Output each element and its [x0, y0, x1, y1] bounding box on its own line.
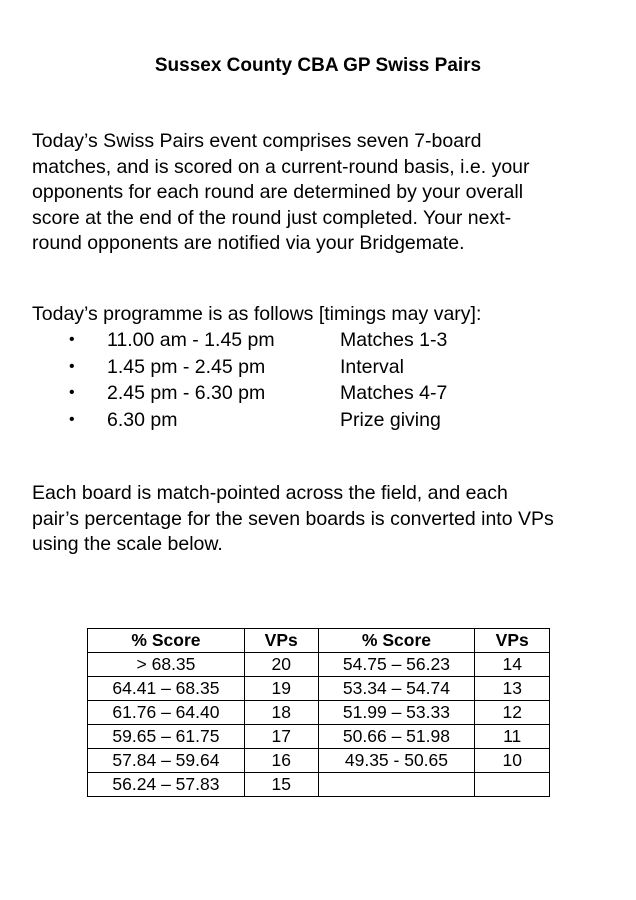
intro-line: Today’s Swiss Pairs event comprises seven 7-board	[32, 130, 482, 152]
table-cell: 64.41 – 68.35	[88, 677, 245, 701]
table-cell: 57.84 – 59.64	[88, 749, 245, 773]
bullet-marker: •	[69, 331, 75, 348]
bullet-marker: •	[69, 410, 75, 428]
table-cell: 53.34 – 54.74	[318, 677, 475, 701]
table-cell: 20	[244, 653, 318, 677]
schedule-item	[0, 327, 636, 354]
programme-heading: Today’s programme is as follows [timings may vary]:	[32, 303, 482, 325]
programme-schedule	[0, 327, 636, 433]
table-cell: 13	[475, 677, 550, 701]
table-header-row	[88, 629, 550, 653]
schedule-time: 11.00 am - 1.45 pm	[107, 329, 275, 351]
table-row	[88, 725, 550, 749]
table-cell: 17	[244, 725, 318, 749]
page-title: Sussex County CBA GP Swiss Pairs	[154, 55, 482, 76]
table-row	[88, 749, 550, 773]
table-cell: 12	[475, 701, 550, 725]
schedule-activity: Matches 4-7	[340, 382, 448, 404]
table-cell: 19	[244, 677, 318, 701]
intro-line: round opponents are notified via your Bridgemate.	[32, 232, 465, 254]
table-cell: 14	[475, 653, 550, 677]
intro-line: matches, and is scored on a current-round basis, i.e. your	[32, 155, 530, 178]
table-cell: 18	[244, 701, 318, 725]
intro-line: score at the end of the round just completed. Your next-	[32, 206, 512, 229]
table-cell: 11	[475, 725, 550, 749]
table-cell: 54.75 – 56.23	[318, 653, 475, 677]
intro-line: opponents for each round are determined by your overall	[32, 181, 524, 203]
scoring-paragraph	[32, 481, 612, 558]
table-cell: > 68.35	[88, 653, 245, 677]
schedule-item	[0, 407, 636, 434]
table-cell: 59.65 – 61.75	[88, 725, 245, 749]
schedule-item	[0, 380, 636, 407]
table-cell	[318, 773, 475, 797]
scoring-line: using the scale below.	[32, 533, 223, 555]
table-cell: 51.99 – 53.33	[318, 701, 475, 725]
header-score-right: % Score	[318, 629, 475, 653]
scoring-line: Each board is match-pointed across the field, and each	[32, 482, 508, 504]
table-row	[88, 653, 550, 677]
table-cell: 16	[244, 749, 318, 773]
scoring-line: pair’s percentage for the seven boards is converted into VPs	[32, 507, 554, 530]
schedule-activity: Matches 1-3	[340, 329, 448, 351]
schedule-time: 6.30 pm	[107, 408, 178, 431]
table-cell: 56.24 – 57.83	[88, 773, 245, 797]
table-cell: 15	[244, 773, 318, 797]
vp-scale-table	[87, 628, 550, 797]
intro-paragraph	[32, 129, 604, 257]
table-cell: 61.76 – 64.40	[88, 701, 245, 725]
schedule-item	[0, 354, 636, 381]
table-cell: 10	[475, 749, 550, 773]
schedule-activity: Prize giving	[340, 408, 441, 431]
table-row	[88, 701, 550, 725]
schedule-time: 2.45 pm - 6.30 pm	[107, 382, 266, 404]
bullet-marker: •	[69, 357, 75, 375]
table-row	[88, 773, 550, 797]
bullet-marker: •	[69, 384, 75, 401]
header-vps-right: VPs	[475, 629, 550, 653]
schedule-activity: Interval	[340, 355, 404, 378]
header-vps-left: VPs	[244, 629, 318, 653]
table-cell	[475, 773, 550, 797]
table-row	[88, 677, 550, 701]
schedule-time: 1.45 pm - 2.45 pm	[107, 355, 266, 378]
table-cell: 50.66 – 51.98	[318, 725, 475, 749]
table-cell: 49.35 - 50.65	[318, 749, 475, 773]
header-score-left: % Score	[88, 629, 245, 653]
